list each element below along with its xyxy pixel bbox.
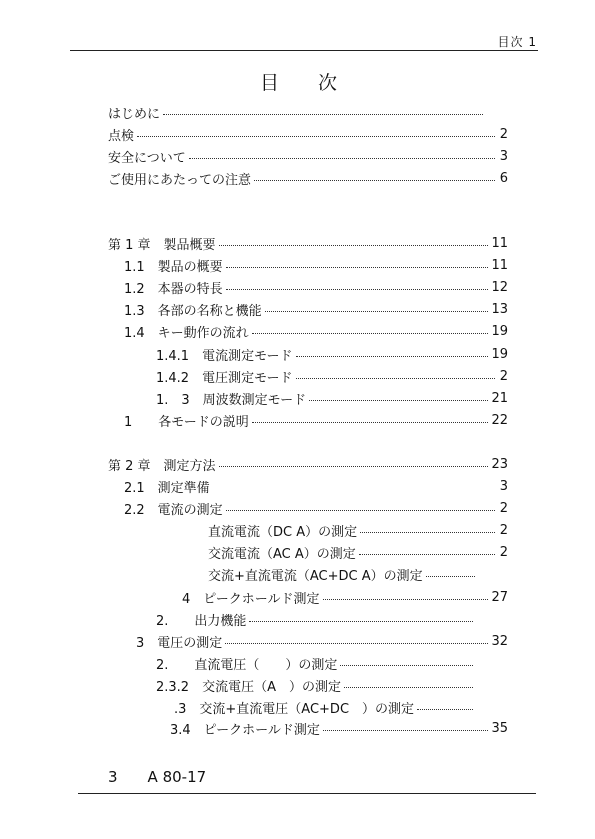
toc-leader — [249, 621, 473, 622]
toc-entry-label: はじめに — [108, 106, 161, 122]
toc-entry-label: 2.1 測定準備 — [124, 480, 210, 496]
toc-entry-label: .3 交流+直流電圧（AC+DC ）の測定 — [174, 701, 415, 717]
toc-entry-label: 1 各モードの説明 — [124, 414, 249, 430]
toc-entry[interactable] — [156, 389, 508, 407]
toc-leader — [213, 488, 495, 489]
toc-leader — [254, 180, 495, 181]
toc-leader — [323, 730, 489, 731]
toc-entry[interactable] — [124, 300, 508, 318]
toc-leader — [296, 356, 489, 357]
toc-entry-label: 直流電流（DC A）の測定 — [208, 524, 358, 540]
toc-entry-page: 19 — [491, 346, 508, 362]
toc-entry-page: 2 — [499, 126, 508, 142]
toc-entry-label: 交流+直流電流（AC+DC A）の測定 — [208, 568, 423, 584]
toc-leader — [417, 709, 473, 710]
toc-entry-page: 6 — [499, 170, 508, 186]
toc-entry-label: 2. 直流電圧（ ）の測定 — [156, 657, 338, 673]
toc-leader — [137, 136, 495, 137]
toc-leader — [265, 311, 489, 312]
toc-leader — [219, 245, 489, 246]
toc-entry-page: 3 — [499, 478, 508, 494]
toc-entry-page: 13 — [491, 301, 508, 317]
toc-entry[interactable] — [156, 367, 508, 385]
toc-leader — [226, 289, 489, 290]
toc-entry-page: 19 — [491, 323, 508, 339]
toc-entry-page: 11 — [491, 235, 508, 251]
toc-leader — [189, 158, 495, 159]
toc-entry[interactable] — [124, 322, 508, 340]
toc-entry-label: 交流電流（AC A）の測定 — [208, 546, 356, 562]
page-title: 目 次 — [259, 72, 347, 94]
toc-leader — [359, 554, 495, 555]
toc-entry-page: 11 — [491, 257, 508, 273]
toc-entry[interactable] — [124, 411, 508, 429]
toc-leader — [225, 643, 488, 644]
toc-entry[interactable] — [156, 654, 486, 672]
toc-leader — [360, 532, 495, 533]
toc-entry[interactable] — [108, 125, 508, 143]
toc-entry-label: ご使用にあたっての注意 — [108, 172, 252, 188]
toc-leader — [323, 599, 489, 600]
toc-entry-page: 23 — [491, 456, 508, 472]
toc-leader — [226, 510, 495, 511]
toc-entry[interactable] — [108, 455, 508, 473]
toc-entry-label: 第 2 章 測定方法 — [108, 458, 216, 474]
toc-entry[interactable] — [124, 499, 508, 517]
toc-entry[interactable] — [136, 632, 508, 650]
toc-entry[interactable] — [156, 345, 508, 363]
toc-leader — [309, 400, 488, 401]
toc-entry-label: 1.1 製品の概要 — [124, 259, 223, 275]
toc-entry-label: 2.3.2 交流電圧（A ）の測定 — [156, 679, 341, 695]
toc-entry[interactable] — [124, 278, 508, 296]
toc-entry-page: 12 — [491, 279, 508, 295]
toc-entry[interactable] — [208, 543, 508, 561]
footer-rule — [78, 793, 536, 794]
toc-entry[interactable] — [124, 477, 508, 495]
toc-entry-page: 3 — [499, 148, 508, 164]
toc-entry[interactable] — [108, 169, 508, 187]
toc-leader — [219, 466, 489, 467]
toc-entry-label: 3 電圧の測定 — [136, 635, 223, 651]
toc-entry[interactable] — [108, 234, 508, 252]
toc-entry-label: 3.4 ピークホールド測定 — [170, 722, 320, 738]
toc-entry[interactable] — [174, 698, 486, 716]
toc-leader — [426, 576, 475, 577]
toc-entry-page: 27 — [491, 589, 508, 605]
toc-leader — [296, 378, 495, 379]
toc-entry[interactable] — [108, 147, 508, 165]
toc-entry-page: 22 — [491, 412, 508, 428]
toc-entry-label: 4 ピークホールド測定 — [182, 591, 320, 607]
header-rule — [70, 50, 538, 51]
toc-entry-label: 点検 — [108, 128, 135, 144]
toc-entry-page: 35 — [491, 720, 508, 736]
toc-leader — [340, 665, 473, 666]
toc-entry-label: 2.2 電流の測定 — [124, 502, 223, 518]
toc-entry[interactable] — [108, 103, 496, 121]
toc-entry-label: 2. 出力機能 — [156, 613, 247, 629]
toc-leader — [252, 422, 489, 423]
toc-leader — [163, 114, 483, 115]
toc-entry-label: 1.4.1 電流測定モード — [156, 348, 293, 364]
toc-entry[interactable] — [156, 676, 486, 694]
toc-leader — [226, 267, 489, 268]
toc-leader — [344, 687, 473, 688]
toc-entry-label: 1.3 各部の名称と機能 — [124, 303, 262, 319]
toc-entry[interactable] — [156, 610, 486, 628]
toc-entry-label: 1. 3 周波数測定モード — [156, 392, 307, 408]
toc-entry[interactable] — [124, 256, 508, 274]
toc-entry-page: 21 — [491, 390, 508, 406]
toc-entry-page: 2 — [499, 522, 508, 538]
toc-entry-label: 1.4 キー動作の流れ — [124, 325, 249, 341]
toc-entry-page: 2 — [499, 544, 508, 560]
toc-entry-label: 1.4.2 電圧測定モード — [156, 370, 293, 386]
page-header-label: 目次 1 — [497, 35, 537, 49]
toc-entry[interactable] — [208, 565, 488, 583]
toc-leader — [252, 333, 489, 334]
toc-entry[interactable] — [182, 588, 508, 606]
toc-entry[interactable] — [170, 719, 508, 737]
toc-entry-page: 32 — [491, 633, 508, 649]
toc-entry-page: 2 — [499, 500, 508, 516]
toc-entry-label: 第 1 章 製品概要 — [108, 237, 216, 253]
footer-document-code: 3 A 80-17 — [108, 768, 207, 786]
toc-entry[interactable] — [208, 521, 508, 539]
toc-entry-page: 2 — [499, 368, 508, 384]
toc-entry-label: 安全について — [108, 150, 186, 166]
toc-entry-label: 1.2 本器の特長 — [124, 281, 223, 297]
